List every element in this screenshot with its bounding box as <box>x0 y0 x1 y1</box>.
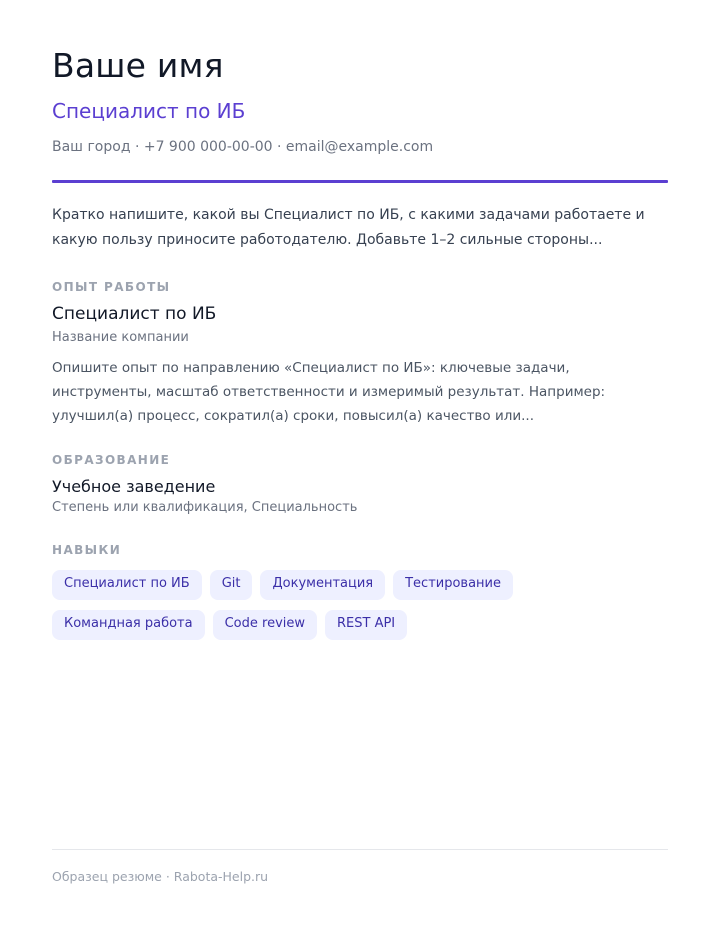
footer-divider <box>52 849 668 850</box>
skill-chip: Тестирование <box>393 570 513 600</box>
education-institution: Учебное заведение <box>52 477 216 496</box>
education-section-title: ОБРАЗОВАНИЕ <box>52 453 171 467</box>
header-divider <box>52 180 668 183</box>
skill-chip: REST API <box>325 610 407 640</box>
education-degree: Степень или квалификация, Специальность <box>52 500 358 515</box>
footer-text: Образец резюме · Rabota-Help.ru <box>52 869 269 884</box>
summary-text: Кратко напишите, какой вы Специалист по ИБ, с какими задачами работаете и какую пользу приносите работодателю. Добавьте 1–2 сильные стороны... <box>52 207 645 248</box>
candidate-name: Ваше имя <box>52 46 224 85</box>
job-description: Опишите опыт по направлению «Специалист по ИБ»: ключевые задачи, инструменты, масштаб ответственности и измеримый результат. Например: улучшил(а) процесс, сократил(а) сроки, повысил(а) качество или... <box>52 360 606 424</box>
skill-chip: Code review <box>213 610 317 640</box>
skill-chip: Специалист по ИБ <box>52 570 202 600</box>
skill-chip: Документация <box>260 570 385 600</box>
skill-chip: Git <box>210 570 253 600</box>
contact-line: Ваш город · +7 900 000-00-00 · email@example.com <box>52 139 434 155</box>
experience-section-title: ОПЫТ РАБОТЫ <box>52 280 171 294</box>
skills-section-title: НАВЫКИ <box>52 543 122 557</box>
skill-chip: Командная работа <box>52 610 205 640</box>
candidate-role: Специалист по ИБ <box>52 99 246 123</box>
job-title: Специалист по ИБ <box>52 304 217 324</box>
company-name: Название компании <box>52 330 189 345</box>
skills-list <box>52 570 668 640</box>
